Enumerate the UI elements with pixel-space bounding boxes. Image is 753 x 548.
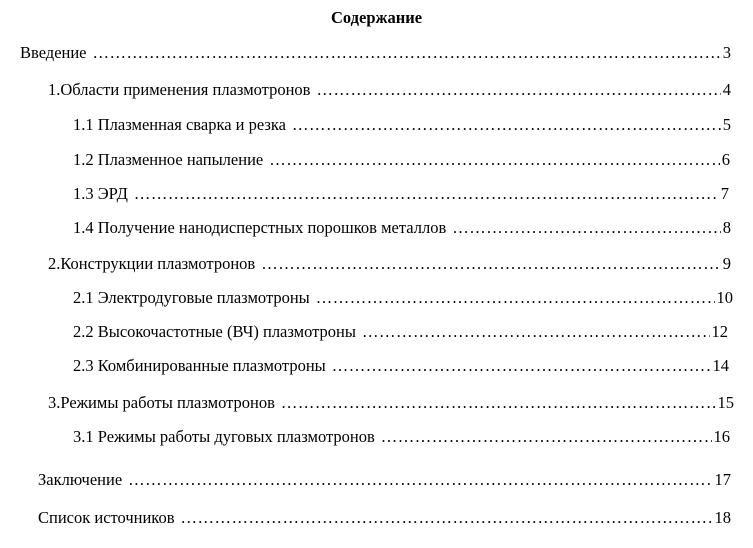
toc-dot-leader [316,288,715,308]
toc-entry-label: 2.1 Электродуговые плазмотроны [73,288,310,307]
toc-entry-label: Области применения плазмотронов [60,80,311,99]
toc-page-number: 12 [711,322,728,341]
toc-entry-label: 1.4 Получение нанодисперстных порошков металлов [73,218,447,237]
toc-dot-leader [332,356,711,376]
toc-entry-section-1-4 [73,218,731,238]
toc-page-number: 18 [714,508,731,527]
toc-entry-section-2-3 [73,356,729,376]
toc-entry-section-2-1 [73,288,733,308]
toc-entry-label: Список источников [38,508,175,527]
toc-page-number: 14 [712,356,729,375]
toc-page-number: 15 [717,393,734,412]
toc-entry-label: 1.1 Плазменная сварка и резка [73,115,286,134]
toc-dot-leader [261,254,721,274]
toc-dot-leader [128,470,712,490]
toc-page-number: 10 [716,288,733,307]
toc-entry-chapter-2 [48,254,731,274]
toc-entry-number: 2. [48,254,61,273]
toc-dot-leader [269,150,720,170]
toc-entry-introduction [20,43,731,63]
toc-entry-label: 1.3 ЭРД [73,184,128,203]
toc-page-number: 16 [713,427,730,446]
toc-entry-references [38,508,731,528]
toc-entry-label: 1.2 Плазменное напыление [73,150,264,169]
toc-entry-section-1-1 [73,115,731,135]
toc-entry-label: Введение [20,43,87,62]
toc-page-number: 3 [722,43,731,62]
toc-page-number: 8 [722,218,731,237]
toc-entry-label: 2.3 Комбинированные плазмотроны [73,356,326,375]
toc-page-number: 9 [722,254,731,273]
toc-entry-section-3-1 [73,427,730,447]
toc-dot-leader [362,322,710,342]
toc-entry-number: 1. [48,80,61,99]
toc-entry-label: Заключение [38,470,123,489]
toc-entry-number: 3. [48,393,61,412]
toc-entry-section-2-2 [73,322,728,342]
toc-entry-chapter-1 [48,80,731,100]
toc-page-number: 7 [720,184,729,203]
toc-dot-leader [381,427,712,447]
toc-entry-section-1-2 [73,150,730,170]
toc-page-number: 5 [722,115,731,134]
toc-page-number: 4 [722,80,731,99]
toc-dot-leader [93,43,721,63]
toc-dot-leader [292,115,721,135]
toc-entry-label: 3.1 Режимы работы дуговых плазмотронов [73,427,375,446]
toc-entry-label: 2.2 Высокочастотные (ВЧ) плазмотроны [73,322,356,341]
toc-entry-chapter-3 [48,393,734,413]
toc-entry-label: Режимы работы плазмотронов [60,393,275,412]
toc-dot-leader [452,218,721,238]
toc-entry-section-1-3 [73,184,729,204]
toc-dot-leader [281,393,716,413]
toc-entry-conclusion [38,470,731,490]
toc-title: Содержание [330,8,423,27]
toc-page-number: 6 [721,150,730,169]
toc-entry-label: Конструкции плазмотронов [60,254,256,273]
toc-dot-leader [134,184,719,204]
toc-dot-leader [316,80,720,100]
toc-dot-leader [181,508,713,528]
toc-page-number: 17 [714,470,731,489]
